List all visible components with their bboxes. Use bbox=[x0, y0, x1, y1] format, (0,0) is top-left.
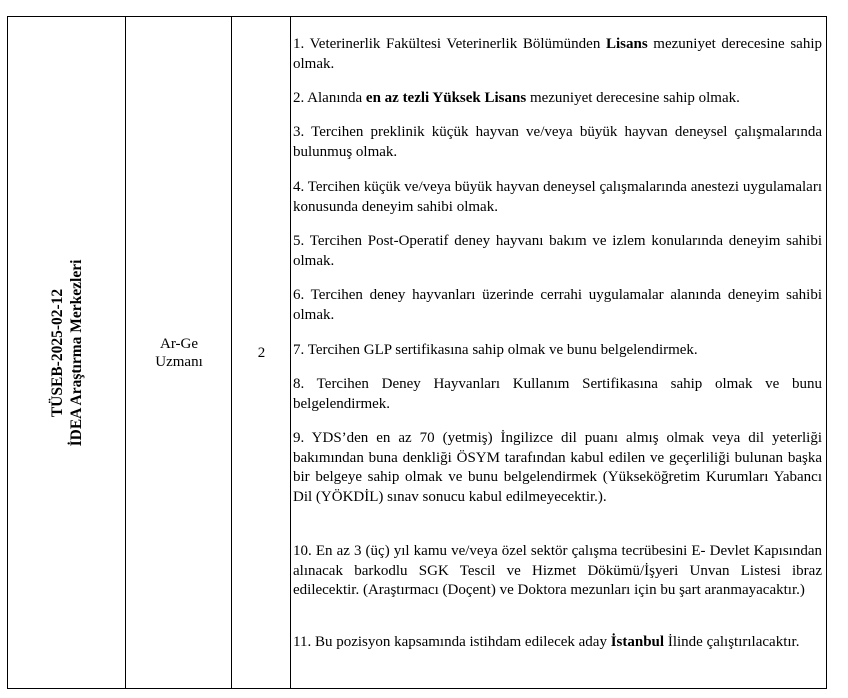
requirement-emphasis: en az tezli Yüksek Lisans bbox=[365, 90, 527, 106]
position-title-cell bbox=[127, 19, 231, 687]
requirement-text: 10. En az 3 (üç) yıl kamu ve/veya özel sektör çalışma tecrübesini E- Devlet Kapısından alınacak barkodlu SGK Tescil ve Hizmet Dökümü/İşyeri Unvan Listesi ibraz edilecektir. (Araştırmacı (Doçent) ve Doktora mezunları için bu şart aranmayacaktır.) bbox=[293, 543, 822, 598]
requirement-text: 2. Alanında bbox=[293, 90, 366, 106]
requirement-text: 6. Tercihen deney hayvanları üzerinde cerrahi uygulamalar alanında deneyim sahibi olmak. bbox=[293, 287, 822, 323]
research-center: İDEA Araştırma Merkezleri bbox=[68, 259, 85, 447]
requirement-text: 4. Tercihen küçük ve/veya büyük hayvan deneysel çalışmalarında anestezi uygulamaları konusunda deneyim sahibi olmak. bbox=[293, 179, 822, 215]
position-title-line1: Ar-Ge bbox=[159, 336, 198, 352]
requirement-text: 5. Tercihen Post-Operatif deney hayvanı bakım ve izlem konularında deneyim sahibi olmak. bbox=[293, 233, 822, 269]
requirement-3 bbox=[293, 123, 822, 162]
requirement-text: mezuniyet derecesine sahip olmak. bbox=[526, 90, 740, 106]
position-code-rotated bbox=[48, 33, 86, 673]
position-code: TÜSEB-2025-02-12 bbox=[49, 288, 66, 418]
requirement-text: 1. Veterinerlik Fakültesi Veterinerlik Bölümünden bbox=[293, 36, 606, 52]
requirement-text: 9. YDS’den en az 70 (yetmiş) İngilizce dil puanı almış olmak veya dil yeterliği bakımından buna denkliği ÖSYM tarafından kabul edilen ve geçerliliği bulunan başka bir belgeye sahip olmak ve bunu belgelendirmek (Yükseköğretim Kurumları Yabancı Dil (YÖKDİL) sınav sonucu kabul edilmeyecektir.). bbox=[293, 430, 822, 505]
requirement-2 bbox=[293, 89, 822, 109]
requirement-1 bbox=[293, 35, 822, 74]
requirement-8 bbox=[293, 375, 822, 414]
requirement-text: İlinde çalıştırılacaktır. bbox=[664, 634, 800, 650]
requirement-text: 7. Tercihen GLP sertifikasına sahip olmak ve bunu belgelendirmek. bbox=[293, 342, 698, 358]
requirement-5 bbox=[293, 232, 822, 271]
position-count: 2 bbox=[257, 344, 266, 361]
requirement-9 bbox=[293, 429, 822, 507]
requirement-text: 3. Tercihen preklinik küçük hayvan ve/veya büyük hayvan deneysel çalışmalarında bulunmuş olmak. bbox=[293, 124, 822, 160]
requirement-7 bbox=[293, 341, 822, 361]
position-code-cell bbox=[10, 19, 124, 687]
table-border-left bbox=[7, 16, 8, 689]
table-border-top bbox=[7, 16, 827, 17]
requirement-text: mezuniyet derecesine sahip olmak. bbox=[293, 36, 822, 72]
position-count-cell bbox=[233, 19, 290, 687]
table-divider-1 bbox=[125, 16, 126, 689]
requirement-6 bbox=[293, 286, 822, 325]
requirement-11 bbox=[293, 633, 822, 653]
table-divider-3 bbox=[290, 16, 291, 689]
requirement-text: 11. Bu pozisyon kapsamında istihdam edilecek aday bbox=[293, 634, 611, 650]
position-title-line2: Uzmanı bbox=[155, 354, 203, 370]
requirement-text: 8. Tercihen Deney Hayvanları Kullanım Sertifikasına sahip olmak ve bunu belgelendirmek. bbox=[293, 376, 822, 412]
requirement-4 bbox=[293, 178, 822, 217]
table-divider-2 bbox=[231, 16, 232, 689]
requirement-emphasis: Lisans bbox=[605, 36, 648, 52]
requirement-emphasis: İstanbul bbox=[610, 634, 665, 650]
table-border-right bbox=[826, 16, 827, 689]
requirement-10 bbox=[293, 542, 822, 601]
requirements-cell bbox=[292, 19, 823, 687]
table-border-bottom bbox=[7, 688, 827, 689]
